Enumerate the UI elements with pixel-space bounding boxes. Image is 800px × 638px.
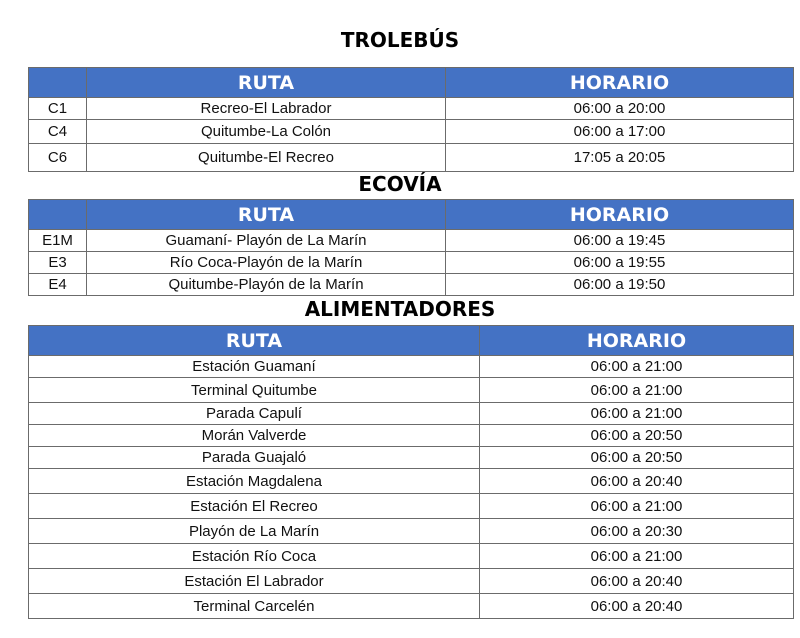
ruta-header: RUTA bbox=[87, 200, 446, 230]
route-name: Quitumbe-La Colón bbox=[87, 120, 446, 144]
code-header bbox=[29, 200, 87, 230]
route-schedule: 06:00 a 20:30 bbox=[480, 519, 794, 544]
alimentadores-table bbox=[28, 325, 794, 619]
table-row bbox=[29, 494, 794, 519]
ruta-header: RUTA bbox=[29, 326, 480, 356]
table-row bbox=[29, 403, 794, 425]
route-schedule: 06:00 a 19:50 bbox=[446, 274, 794, 296]
trolebus-title: TROLEBÚS bbox=[340, 28, 460, 52]
route-name: Parada Capulí bbox=[29, 403, 480, 425]
alimentadores-title: ALIMENTADORES bbox=[304, 297, 496, 321]
route-schedule: 06:00 a 21:00 bbox=[480, 356, 794, 378]
table-row bbox=[29, 356, 794, 378]
horario-header: HORARIO bbox=[446, 68, 794, 98]
route-name: Estación El Recreo bbox=[29, 494, 480, 519]
route-schedule: 06:00 a 20:00 bbox=[446, 98, 794, 120]
route-schedule: 06:00 a 21:00 bbox=[480, 378, 794, 403]
route-code: E1M bbox=[29, 230, 87, 252]
ruta-header: RUTA bbox=[87, 68, 446, 98]
route-schedule: 06:00 a 17:00 bbox=[446, 120, 794, 144]
route-code: C4 bbox=[29, 120, 87, 144]
route-name: Estación Río Coca bbox=[29, 544, 480, 569]
table-row bbox=[29, 274, 794, 296]
route-name: Terminal Quitumbe bbox=[29, 378, 480, 403]
table-row bbox=[29, 144, 794, 172]
route-schedule: 06:00 a 20:40 bbox=[480, 469, 794, 494]
horario-header: HORARIO bbox=[446, 200, 794, 230]
route-name: Playón de La Marín bbox=[29, 519, 480, 544]
ecovia-table bbox=[28, 199, 794, 296]
table-row bbox=[29, 252, 794, 274]
route-schedule: 06:00 a 20:40 bbox=[480, 569, 794, 594]
route-name: Estación Magdalena bbox=[29, 469, 480, 494]
route-schedule: 06:00 a 20:40 bbox=[480, 594, 794, 619]
route-schedule: 06:00 a 21:00 bbox=[480, 544, 794, 569]
code-header bbox=[29, 68, 87, 98]
table-row bbox=[29, 230, 794, 252]
route-name: Estación El Labrador bbox=[29, 569, 480, 594]
route-schedule: 17:05 a 20:05 bbox=[446, 144, 794, 172]
route-name: Río Coca-Playón de la Marín bbox=[87, 252, 446, 274]
route-schedule: 06:00 a 19:45 bbox=[446, 230, 794, 252]
table-row bbox=[29, 469, 794, 494]
table-row bbox=[29, 519, 794, 544]
route-code: E3 bbox=[29, 252, 87, 274]
route-schedule: 06:00 a 20:50 bbox=[480, 425, 794, 447]
table-row bbox=[29, 544, 794, 569]
table-row bbox=[29, 569, 794, 594]
route-name: Morán Valverde bbox=[29, 425, 480, 447]
route-name: Quitumbe-Playón de la Marín bbox=[87, 274, 446, 296]
route-schedule: 06:00 a 19:55 bbox=[446, 252, 794, 274]
route-name: Terminal Carcelén bbox=[29, 594, 480, 619]
trolebus-table bbox=[28, 67, 794, 172]
route-code: C6 bbox=[29, 144, 87, 172]
table-row bbox=[29, 98, 794, 120]
table-row bbox=[29, 378, 794, 403]
route-code: E4 bbox=[29, 274, 87, 296]
route-name: Guamaní- Playón de La Marín bbox=[87, 230, 446, 252]
ecovia-title: ECOVÍA bbox=[358, 172, 442, 196]
horario-header: HORARIO bbox=[480, 326, 794, 356]
route-name: Recreo-El Labrador bbox=[87, 98, 446, 120]
route-schedule: 06:00 a 21:00 bbox=[480, 494, 794, 519]
route-name: Estación Guamaní bbox=[29, 356, 480, 378]
table-row bbox=[29, 120, 794, 144]
table-header-row bbox=[29, 326, 794, 356]
route-name: Quitumbe-El Recreo bbox=[87, 144, 446, 172]
route-schedule: 06:00 a 21:00 bbox=[480, 403, 794, 425]
table-header-row bbox=[29, 68, 794, 98]
route-code: C1 bbox=[29, 98, 87, 120]
table-header-row bbox=[29, 200, 794, 230]
route-name: Parada Guajaló bbox=[29, 447, 480, 469]
table-row bbox=[29, 425, 794, 447]
table-row bbox=[29, 594, 794, 619]
route-schedule: 06:00 a 20:50 bbox=[480, 447, 794, 469]
table-row bbox=[29, 447, 794, 469]
